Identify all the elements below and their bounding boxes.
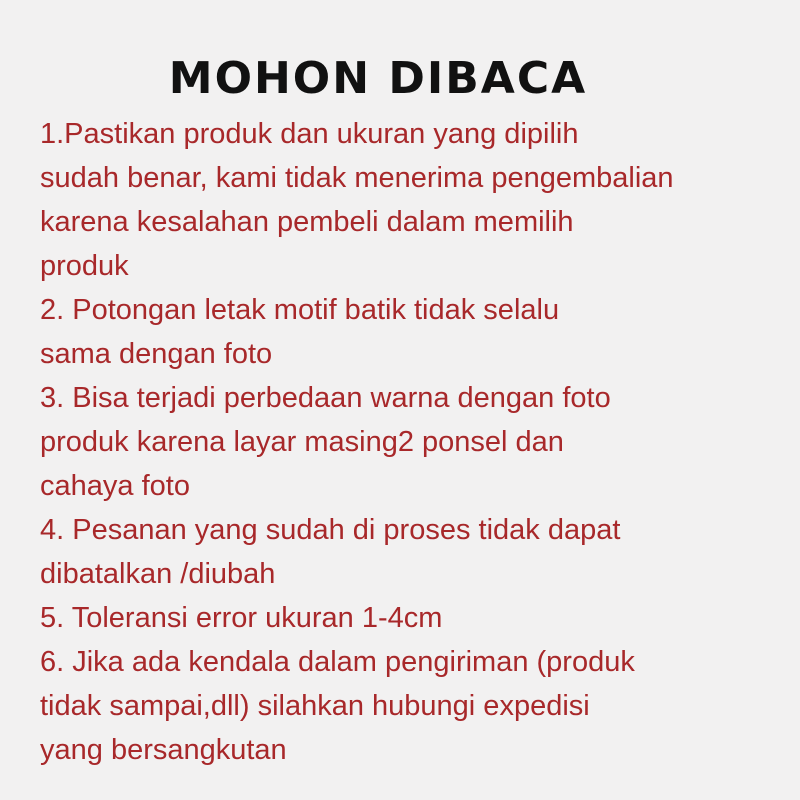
- notice-line: 6. Jika ada kendala dalam pengiriman (produk: [40, 646, 635, 678]
- notice-item-2: [40, 288, 780, 376]
- notice-line: 2. Potongan letak motif batik tidak selalu: [40, 294, 560, 326]
- page-title: MOHON DIBACA: [168, 53, 588, 105]
- notice-line: 3. Bisa terjadi perbedaan warna dengan foto: [40, 382, 611, 414]
- notice-item-5: [40, 596, 780, 640]
- notice-line: tidak sampai,dll) silahkan hubungi expedisi: [40, 690, 590, 722]
- notice-item-1: [40, 112, 780, 288]
- notice-line: 5. Toleransi error ukuran 1-4cm: [40, 602, 443, 634]
- notice-line: produk karena layar masing2 ponsel dan: [40, 426, 564, 458]
- notice-list: [40, 112, 780, 772]
- notice-line: 4. Pesanan yang sudah di proses tidak dapat: [40, 514, 621, 546]
- notice-item-4: [40, 508, 780, 596]
- notice-item-3: [40, 376, 780, 508]
- notice-line: dibatalkan /diubah: [40, 558, 276, 590]
- notice-line: yang bersangkutan: [40, 734, 287, 766]
- notice-line: karena kesalahan pembeli dalam memilih: [40, 206, 574, 238]
- notice-line: cahaya foto: [40, 470, 190, 502]
- notice-item-6: [40, 640, 780, 772]
- notice-line: produk: [40, 250, 129, 282]
- notice-line: sama dengan foto: [40, 338, 273, 370]
- notice-line: 1.Pastikan produk dan ukuran yang dipilih: [40, 118, 579, 150]
- notice-line: sudah benar, kami tidak menerima pengembalian: [40, 162, 674, 194]
